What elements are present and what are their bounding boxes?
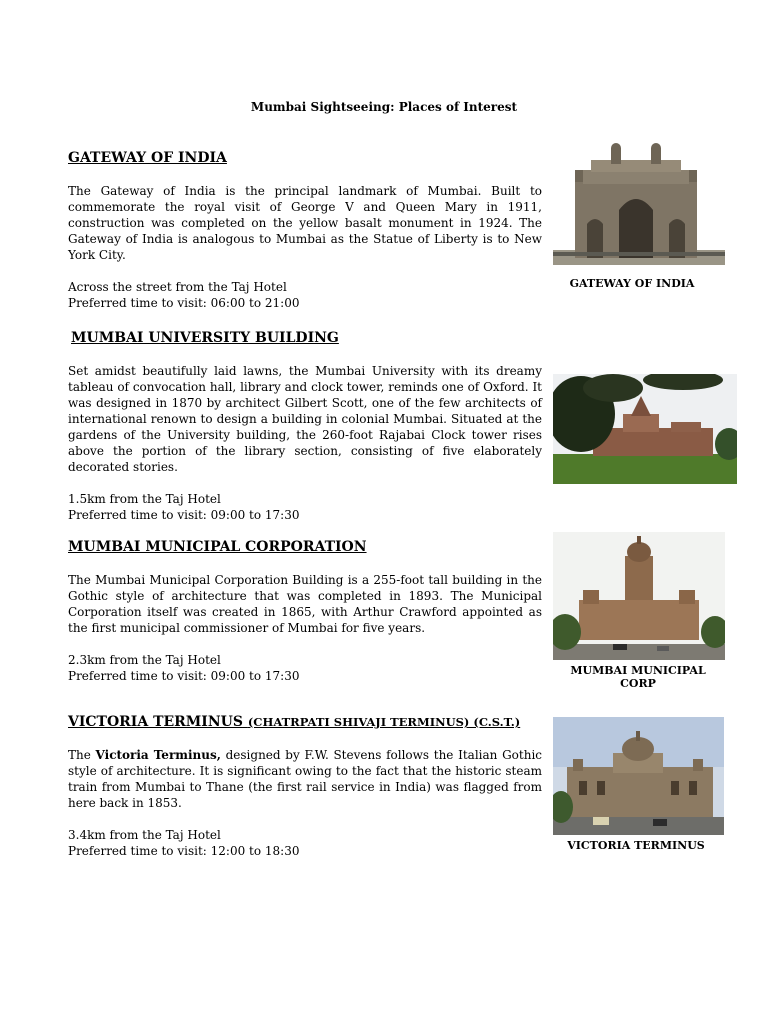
section-description: Set amidst beautifully laid lawns, the Mumbai University with its dreamy tableau of convocation hall, library and clock tower, reminds one of Oxford. It was designed in 1870 by architect Gilbert Scott, one of the few architects of international renown to design a building in colonial Mumbai. Situated at the gardens of the University building, the 260-foot Rajabai Clock tower rises above the portion of the library section, consisting of five elaborately decorated stories. <box>68 364 542 474</box>
section-heading: GATEWAY OF INDIA <box>68 150 227 166</box>
section-heading: MUMBAI UNIVERSITY BUILDING <box>71 330 339 346</box>
gateway-caption: GATEWAY OF INDIA <box>569 277 695 290</box>
section-mumbai-university <box>68 329 542 523</box>
gateway-of-india-photo <box>553 140 725 265</box>
section-distance: Across the street from the Taj Hotel <box>68 280 287 294</box>
section-visit-time: Preferred time to visit: 09:00 to 17:30 <box>68 669 300 683</box>
section-description: The Gateway of India is the principal landmark of Mumbai. Built to commemorate the royal visit of George V and Queen Mary in 1911, construction was completed on the yellow basalt monument in 1924. The Gateway of India is analogous to Mumbai as the Statue of Liberty is to New York City. <box>68 184 542 262</box>
section-visit-time: Preferred time to visit: 09:00 to 17:30 <box>68 508 300 522</box>
section-visit-time: Preferred time to visit: 12:00 to 18:30 <box>68 844 300 858</box>
section-description: The Mumbai Municipal Corporation Building is a 255-foot tall building in the Gothic style of architecture that was completed in 1893. The Municipal Corporation itself was created in 1865, with Arthur Crawford appointed as the first municipal commissioner of Mumbai for five years. <box>68 573 542 635</box>
municipal-caption: MUMBAI MUNICIPAL CORP <box>570 664 706 690</box>
section-heading-sub: (CHATRPATI SHIVAJI TERMINUS) (C.S.T.) <box>247 715 521 729</box>
section-heading: MUMBAI MUNICIPAL CORPORATION <box>68 539 367 555</box>
section-municipal-corporation <box>68 538 542 684</box>
victoria-terminus-photo <box>553 717 724 835</box>
section-heading-main: VICTORIA TERMINUS <box>68 714 243 730</box>
municipal-corporation-photo <box>553 532 725 660</box>
section-description <box>68 747 542 811</box>
mumbai-university-photo <box>553 374 737 484</box>
description-body: designed by F.W. Stevens follows the Italian Gothic style of architecture. It is significant owing to the fact that the historic steam train from Mumbai to Thane (the first rail service in India) was flagged from here back in 1853. <box>68 748 542 810</box>
page-title: Mumbai Sightseeing: Places of Interest <box>250 100 518 114</box>
section-victoria-terminus <box>68 713 542 859</box>
section-distance: 3.4km from the Taj Hotel <box>68 828 221 842</box>
section-gateway-of-india <box>68 149 542 311</box>
section-heading <box>68 713 542 731</box>
description-bold-name: Victoria Terminus, <box>95 748 221 762</box>
description-prefix: The <box>68 748 96 762</box>
section-visit-time: Preferred time to visit: 06:00 to 21:00 <box>68 296 300 310</box>
victoria-caption: VICTORIA TERMINUS <box>567 839 705 852</box>
section-distance: 2.3km from the Taj Hotel <box>68 653 221 667</box>
section-distance: 1.5km from the Taj Hotel <box>68 492 221 506</box>
